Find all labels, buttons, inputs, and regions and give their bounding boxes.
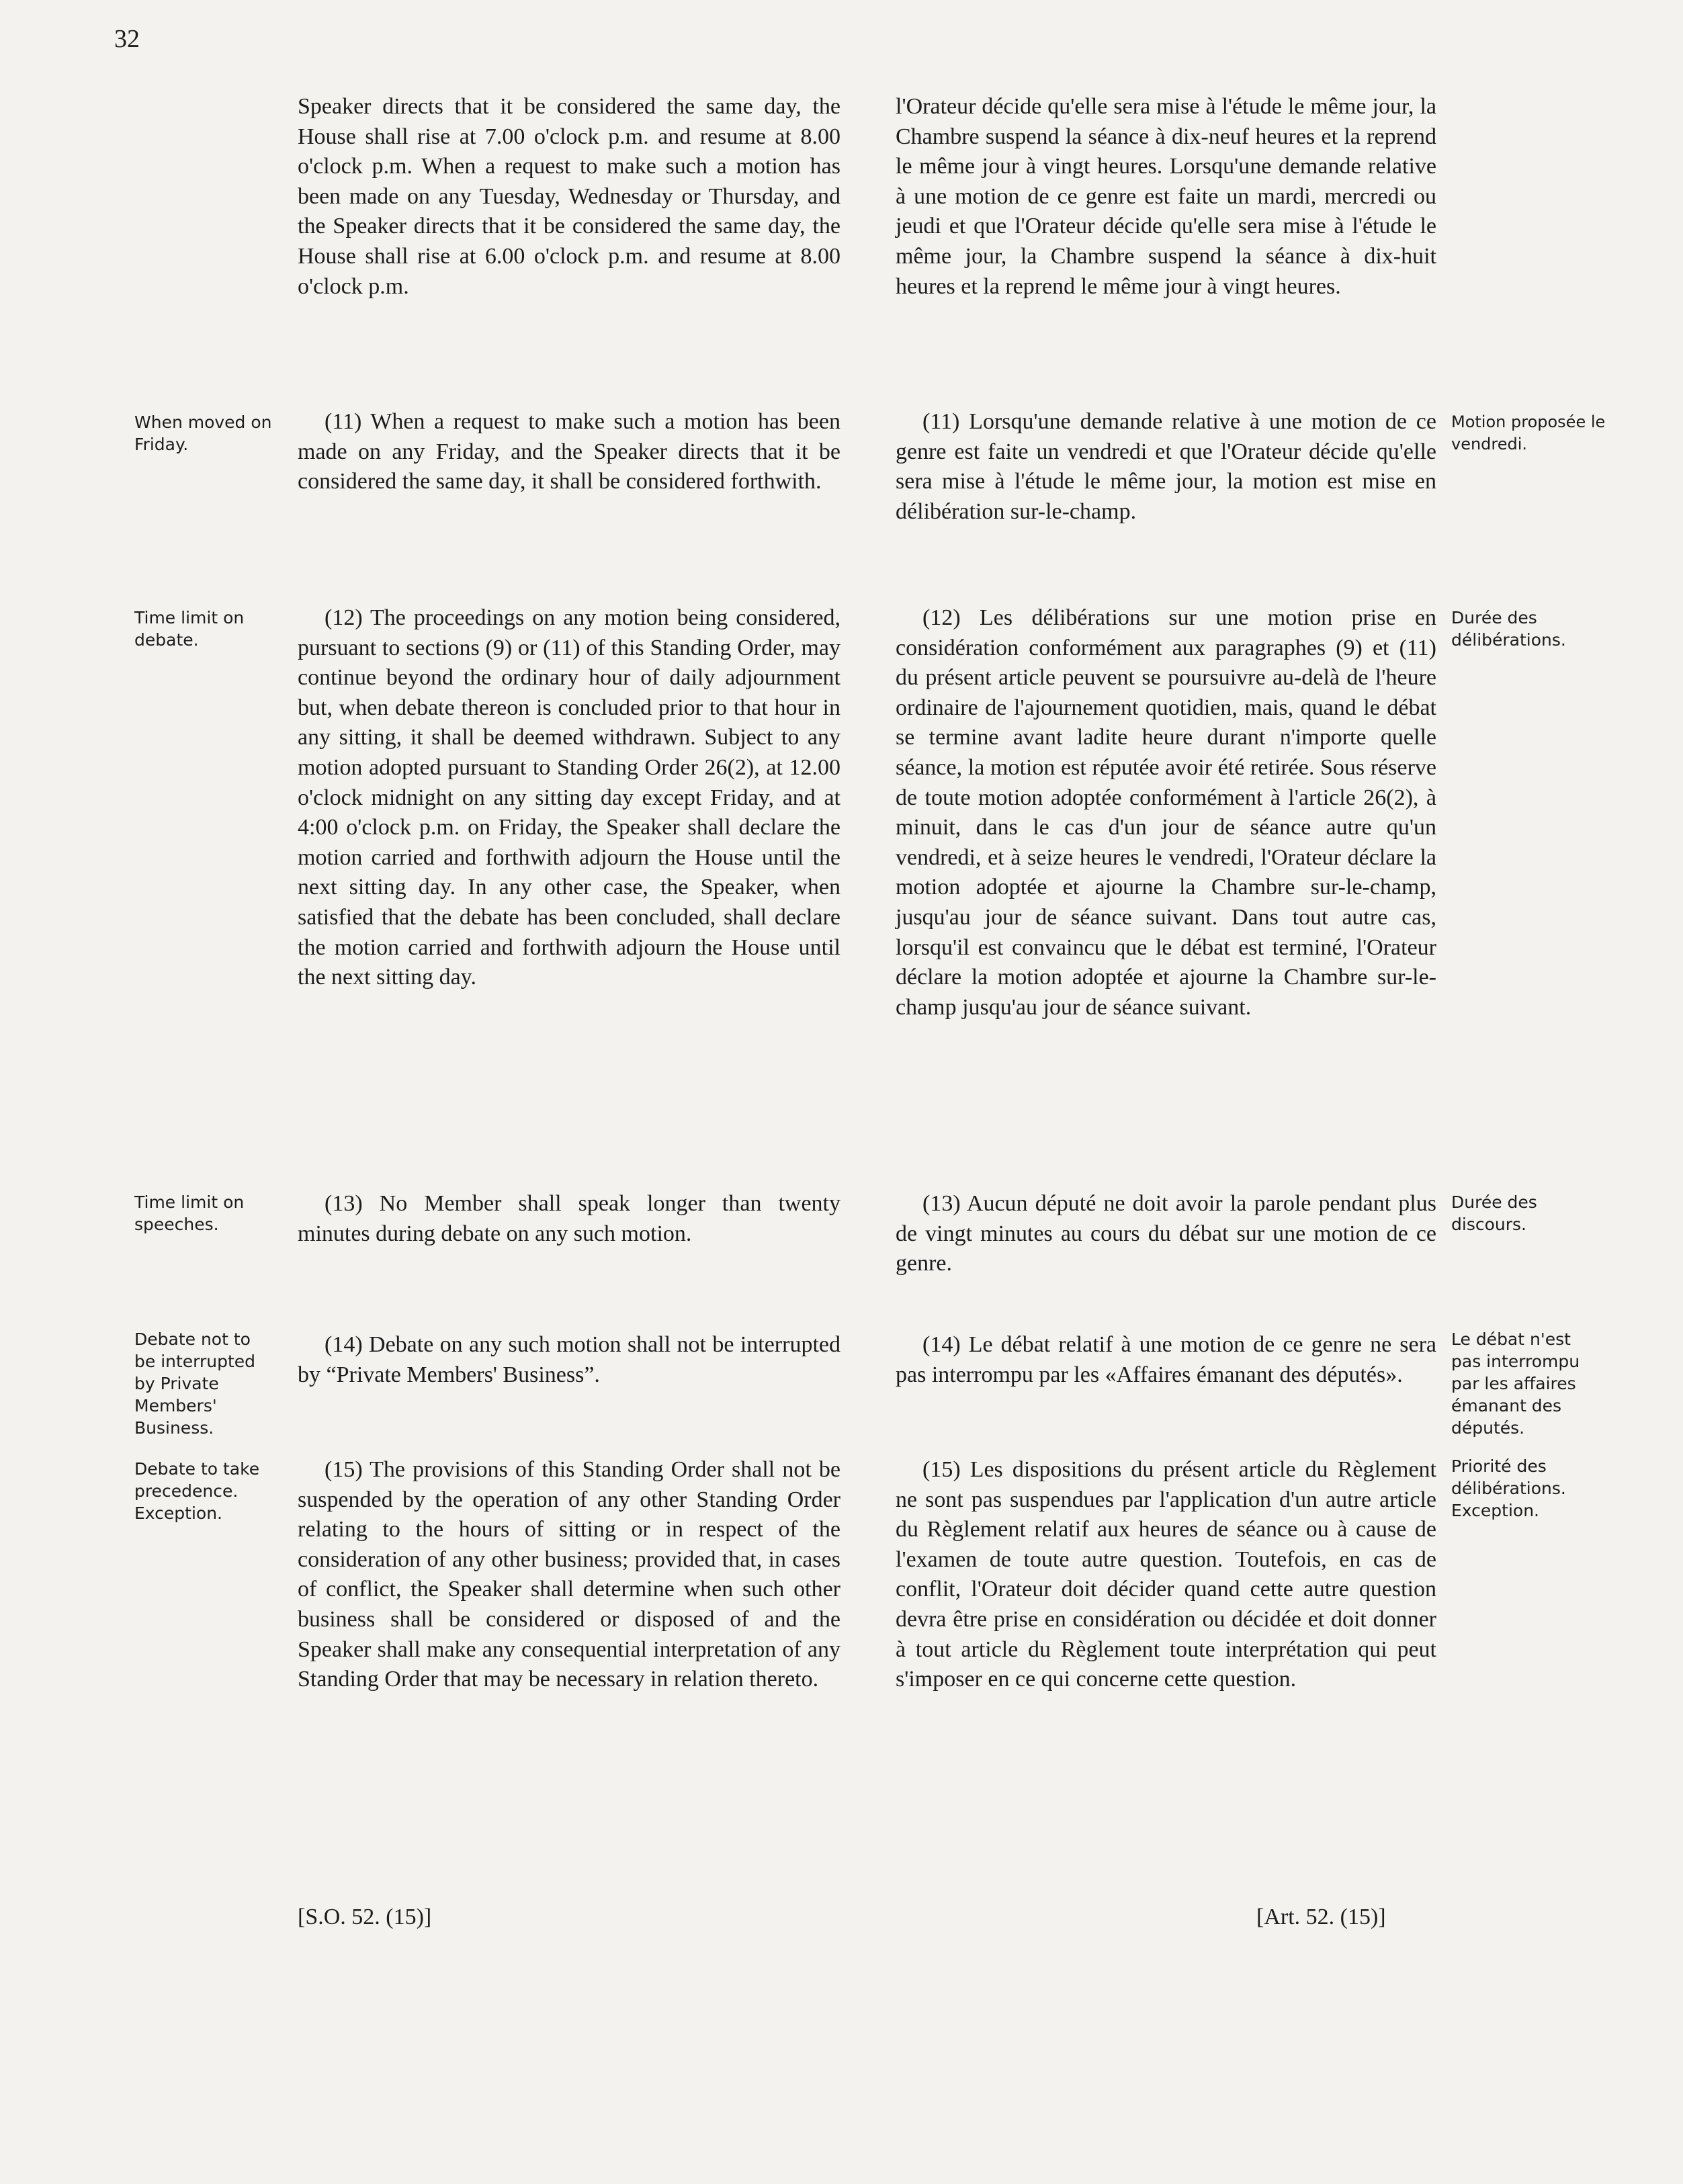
english-reference: [S.O. 52. (15)] (298, 1905, 432, 1929)
margin-note-debat-non-interrompu: Le débat n'est pas interrompu par les affaires émanant des députés. (1451, 1329, 1580, 1438)
french-continuation-paragraph: l'Orateur décide qu'elle sera mise à l'étude le même jour, la Chambre suspend la séance à dix-neuf heures et la reprend le même jour à vingt heures. Lorsqu'une demande relative à une motion de ce genre est faite un mardi, mercredi ou jeudi et que l'Orateur décide qu'elle sera mise à l'étude le même jour, la Chambre suspend la séance à dix-huit heures et la reprend le même jour à vingt heures. (896, 94, 1436, 299)
french-section-11: (11) Lorsqu'une demande relative à une motion de ce genre est faite un vendredi et que l'Orateur décide qu'elle sera mise à l'étude le même jour, la motion est mise en délibération sur-le-champ. (896, 409, 1436, 524)
english-section-15: (15) The provisions of this Standing Order shall not be suspended by the operation of any other Standing Order relating to the hours of sitting or in respect of the consideration of any other business; provided that, in cases of conflict, the Speaker shall determine when such other business shall be considered or disposed of and the Speaker shall make any consequential interpretation of any Standing Order that may be necessary in relation thereto. (298, 1457, 840, 1692)
french-section-12: (12) Les délibérations sur une motion prise en considération conformément aux paragraphes (9) et (11) du présent article peuvent se poursuivre au-delà de l'heure ordinaire de l'ajournement quotidien, mais, quand le débat se termine avant ladite heure durant n'importe quelle séance, la motion est réputée avoir été retirée. Sous réserve de toute motion adoptée conformément à l'article 26(2), à minuit, dans le cas d'un jour de séance autre qu'un vendredi, et à seize heures le vendredi, l'Orateur déclare la motion adoptée et ajourne la Chambre sur-le-champ, jusqu'au jour de séance suivant. Dans tout autre cas, lorsqu'il est convaincu que le débat est terminé, l'Orateur déclare la motion adoptée et ajourne la Chambre sur-le-champ jusqu'au jour de séance suivant. (896, 605, 1436, 1020)
english-section-12: (12) The proceedings on any motion being considered, pursuant to sections (9) or (11) of this Standing Order, may continue beyond the ordinary hour of daily adjournment but, when debate thereon is concluded prior to that hour in any sitting, it shall be deemed withdrawn. Subject to any motion adopted pursuant to Standing Order 26(2), at 12.00 o'clock midnight on any sitting day except Friday, and at 4:00 o'clock p.m. on Friday, the Speaker shall declare the motion carried and forthwith adjourn the House until the next sitting day. In any other case, the Speaker, when satisfied that the debate has been concluded, shall declare the motion carried and forthwith adjourn the House until the next sitting day. (298, 605, 840, 990)
french-section-13: (13) Aucun député ne doit avoir la parole pendant plus de vingt minutes au cours du débat sur une motion de ce genre. (896, 1191, 1436, 1276)
english-section-14: (14) Debate on any such motion shall not be interrupted by “Private Members' Business”. (298, 1332, 840, 1387)
french-section-15: (15) Les dispositions du présent article du Règlement ne sont pas suspendues par l'application d'un autre article du Règlement relatif aux heures de séance ou à cause de l'examen de toute autre question. Toutefois, en cas de conflit, l'Orateur doit décider quand cette autre question devra être prise en considération ou décidée et doit donner à tout article du Règlement toute interprétation qui peut s'imposer en ce qui concerne cette question. (896, 1457, 1436, 1692)
english-section-11: (11) When a request to make such a motion has been made on any Friday, and the Speaker directs that it be considered the same day, it shall be considered forthwith. (298, 409, 840, 494)
margin-note-motion-proposee-vendredi: Motion proposée le vendredi. (1451, 412, 1606, 453)
margin-note-debate-precedence: Debate to take precedence. Exception. (134, 1459, 260, 1523)
margin-note-when-moved-friday: When moved on Friday. (134, 412, 272, 454)
margin-note-time-limit-speeches: Time limit on speeches. (134, 1192, 245, 1234)
english-continuation-paragraph: Speaker directs that it be considered the same day, the House shall rise at 7.00 o'clock p.m. and resume at 8.00 o'clock p.m. When a request to make such a motion has been made on any Tuesday, Wednesday or Thursday, and the Speaker directs that it be considered the same day, the House shall rise at 6.00 o'clock p.m. and resume at 8.00 o'clock p.m. (298, 94, 840, 299)
french-section-14: (14) Le débat relatif à une motion de ce genre ne sera pas interrompu par les «Affaires émanant des députés». (896, 1332, 1436, 1387)
page-number: 32 (114, 25, 140, 53)
margin-note-duree-deliberations: Durée des délibérations. (1451, 608, 1566, 650)
margin-note-debate-not-interrupted: Debate not to be interrupted by Private Members' Business. (134, 1329, 256, 1438)
english-section-13: (13) No Member shall speak longer than twenty minutes during debate on any such motion. (298, 1191, 840, 1246)
margin-note-time-limit-debate: Time limit on debate. (134, 608, 245, 650)
margin-note-priorite-deliberations: Priorité des délibérations. Exception. (1451, 1456, 1566, 1520)
margin-note-duree-discours: Durée des discours. (1451, 1192, 1537, 1234)
french-reference: [Art. 52. (15)] (1256, 1905, 1386, 1929)
